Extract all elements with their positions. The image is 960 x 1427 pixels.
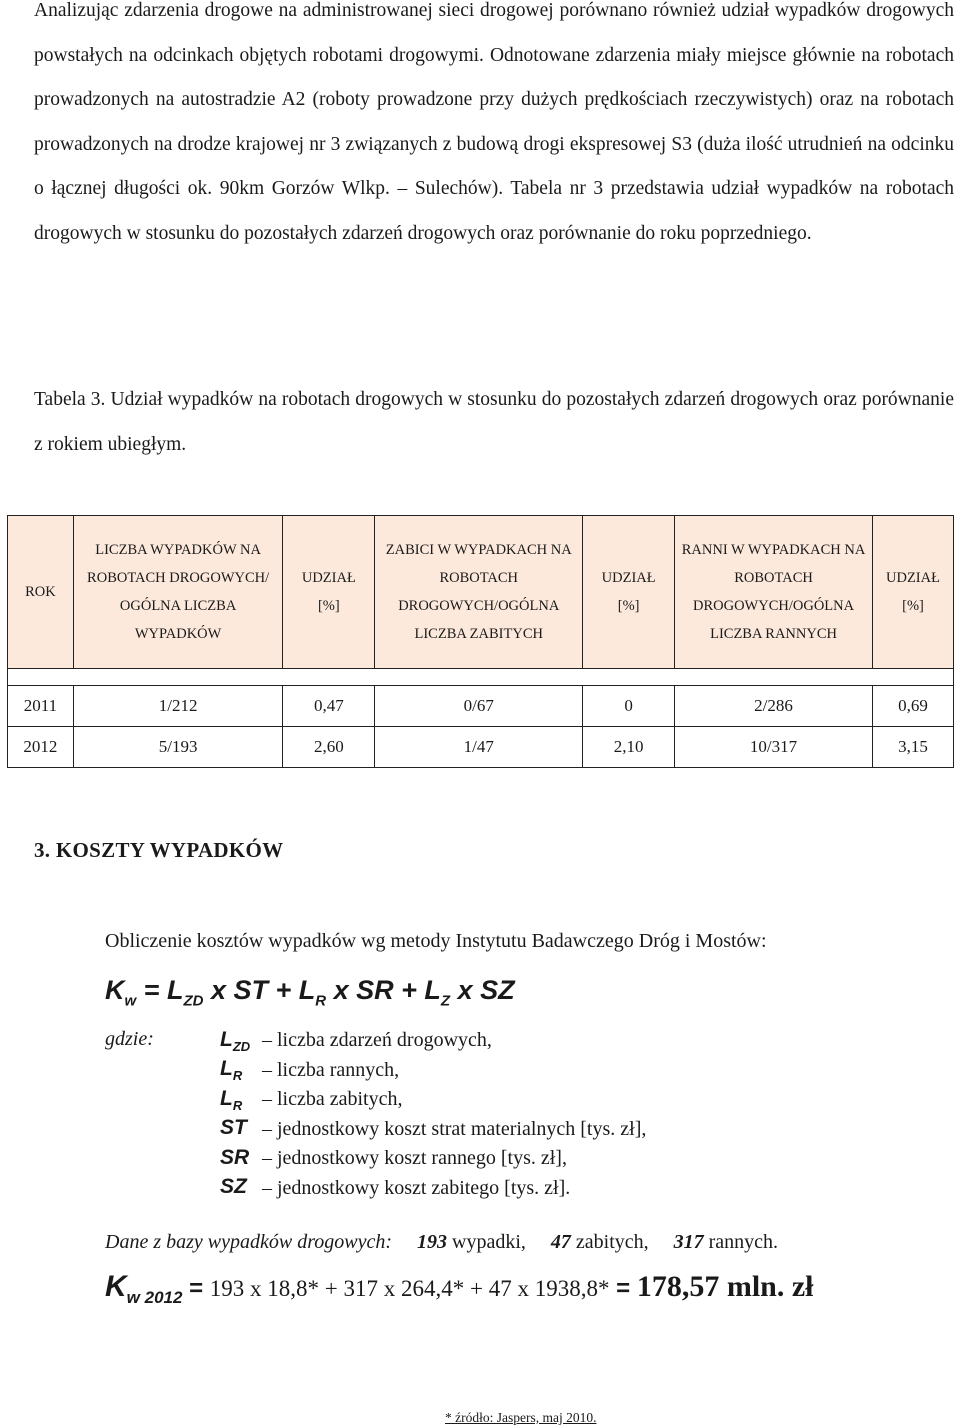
formula-lr-sub: R <box>315 992 327 1010</box>
definition-item <box>220 1174 646 1204</box>
definition-text: – liczba rannych, <box>262 1058 400 1081</box>
table-row <box>8 686 954 727</box>
formula-lz: L <box>424 975 441 1005</box>
table-spacer-row <box>8 669 954 686</box>
cell-injured: 10/317 <box>675 727 873 768</box>
cell-killed: 1/47 <box>375 727 583 768</box>
definition-item <box>220 1026 646 1056</box>
formula-x-sr: x SR + <box>326 975 425 1005</box>
cost-formula <box>105 975 515 1009</box>
kw-2012-result: 178,57 mln. zł <box>636 1270 814 1303</box>
cell-injured: 2/286 <box>675 686 873 727</box>
formula-lr: L <box>298 975 316 1005</box>
definition-text: – liczba zdarzeń drogowych, <box>262 1029 492 1052</box>
header-killed: ZABICI W WYPADKACH NA ROBOTACH DROGOWYCH/OGÓLNA LICZBA ZABITYCH <box>375 516 583 669</box>
injured-word: rannych. <box>708 1231 779 1253</box>
definition-text: – jednostkowy koszt zabitego [tys. zł]. <box>262 1176 571 1199</box>
intro-paragraph-text: Analizując zdarzenia drogowe na administrowanej sieci drogowej porównano również udział wypadków drogowych powstałych na odcinkach objętych robotami drogowymi. Odnotowane zdarzenia miały miejsce głównie na robotach prowadzonych na autostradzie A2 (roboty prowadzone przy dużych prędkościach rzeczywistych) oraz na robotach prowadzonych na drodze krajowej nr 3 związanych z budową drogi ekspresowej S3 (duża ilość utrudnień na odcinku o łącznej długości ok. 90km Gorzów Wlkp. – Sulechów). Tabela nr 3 przedstawia udział wypadków na robotach drogowych w stosunku do pozostałych zdarzeń drogowych oraz porównanie do roku poprzedniego. <box>34 0 954 244</box>
killed-word: zabitych, <box>575 1231 649 1253</box>
kw-2012-expression: 193 x 18,8* + 317 x 264,4* + 47 x 1938,8* <box>209 1276 610 1301</box>
formula-lzd: L <box>166 975 184 1005</box>
definition-item <box>220 1056 646 1086</box>
definition-text: – liczba zabitych, <box>262 1088 403 1111</box>
formula-eq: = <box>136 975 167 1005</box>
formula-lz-sub: Z <box>440 992 451 1010</box>
definition-symbol: SZ <box>220 1175 247 1199</box>
table-caption-text: Tabela 3. Udział wypadków na robotach drogowych w stosunku do pozostałych zdarzeń drogowych oraz porównanie z rokiem ubiegłym. <box>34 389 954 455</box>
formula-k: K <box>105 975 125 1005</box>
header-share-accidents: UDZIAŁ [%] <box>283 516 375 669</box>
header-share-killed: UDZIAŁ [%] <box>583 516 675 669</box>
kw-2012-symbol: $K_{w 2012}$ <box>105 1270 183 1307</box>
formula-x-st: x ST + <box>203 975 299 1005</box>
cell-share-killed: 0 <box>583 686 675 727</box>
cell-share-accidents: 0,47 <box>283 686 375 727</box>
definitions-list <box>220 1026 646 1203</box>
formula-k-sub: w <box>124 992 137 1010</box>
definition-item <box>220 1144 646 1174</box>
cell-year: 2012 <box>8 727 74 768</box>
intro-paragraph <box>34 0 954 256</box>
cell-share-accidents: 2,60 <box>283 727 375 768</box>
header-year: ROK <box>8 516 74 669</box>
table-header-row <box>8 516 954 669</box>
definition-item <box>220 1085 646 1115</box>
header-accidents: LICZBA WYPADKÓW NA ROBOTACH DROGOWYCH/ OGÓLNA LICZBA WYPADKÓW <box>73 516 283 669</box>
cell-year: 2011 <box>8 686 74 727</box>
cell-killed: 0/67 <box>375 686 583 727</box>
injured-count: 317 <box>673 1231 704 1253</box>
formula-x-sz: x SZ <box>450 975 515 1005</box>
killed-count: 47 <box>550 1231 571 1253</box>
cell-share-injured: 3,15 <box>872 727 953 768</box>
data-label: Dane z bazy wypadków drogowych: <box>105 1231 392 1253</box>
definition-symbol: SR <box>220 1145 250 1169</box>
costs-intro: Obliczenie kosztów wypadków wg metody Instytutu Badawczego Dróg i Mostów: <box>105 930 767 952</box>
cell-share-injured: 0,69 <box>872 686 953 727</box>
kw-2012-eq1: = <box>182 1275 210 1302</box>
definition-symbol: $L_R$ <box>220 1086 243 1113</box>
formula-lzd-sub: ZD <box>183 992 204 1010</box>
accidents-count: 193 <box>417 1231 447 1253</box>
definition-text: – jednostkowy koszt rannego [tys. zł], <box>262 1147 567 1170</box>
definition-symbol: $L_{ZD}$ <box>220 1027 251 1054</box>
accidents-word: wypadki, <box>452 1231 526 1253</box>
cell-accidents: 5/193 <box>73 727 283 768</box>
table-caption <box>34 378 954 467</box>
kw-2012-eq2: = <box>609 1275 637 1302</box>
definition-symbol: ST <box>220 1116 247 1140</box>
cell-accidents: 1/212 <box>73 686 283 727</box>
definition-symbol: $L_R$ <box>220 1057 243 1084</box>
accidents-roadworks-table <box>7 515 954 768</box>
data-line <box>105 1231 778 1254</box>
table-row <box>8 727 954 768</box>
table-spacer-cell <box>8 669 954 686</box>
footnote: * źródło: Jaspers, maj 2010. <box>445 1410 597 1425</box>
kw-2012-calculation <box>105 1270 814 1308</box>
definition-text: – jednostkowy koszt strat materialnych [tys. zł], <box>262 1117 647 1140</box>
where-label: gdzie: <box>105 1028 154 1050</box>
cell-share-killed: 2,10 <box>583 727 675 768</box>
definition-item <box>220 1115 646 1145</box>
header-injured: RANNI W WYPADKACH NA ROBOTACH DROGOWYCH/OGÓLNA LICZBA RANNYCH <box>675 516 873 669</box>
header-share-injured: UDZIAŁ [%] <box>872 516 953 669</box>
section-heading: 3. KOSZTY WYPADKÓW <box>34 838 284 862</box>
